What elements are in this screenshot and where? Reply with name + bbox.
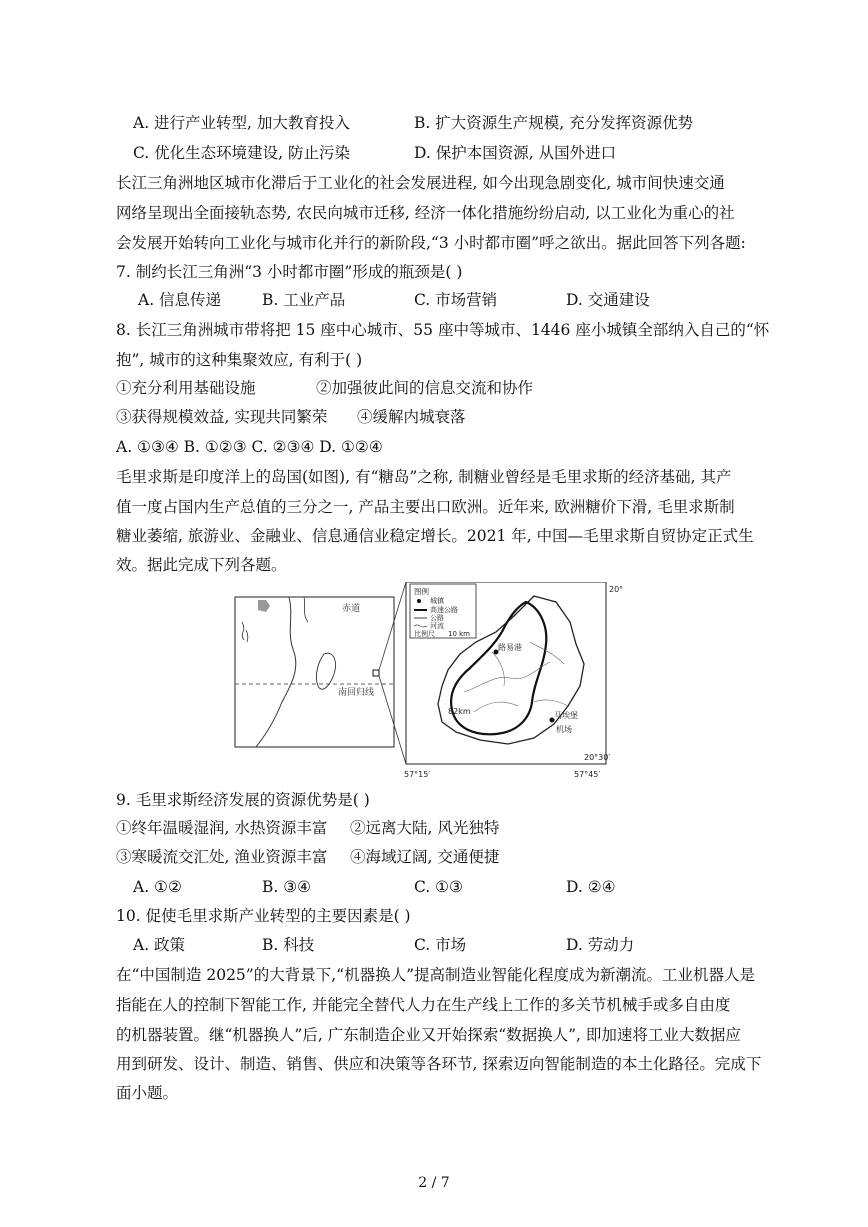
q6-option-b: B. 扩大资源生产规模, 充分发挥资源优势 bbox=[414, 114, 694, 132]
q7-stem: 7. 制约长江三角洲“3 小时都市圈”形成的瓶颈是( ) bbox=[116, 263, 463, 281]
passage1-line-3: 会发展开始转向工业化与城市化并行的新阶段,“3 小时都市圈”呼之欲出。据此回答下列各题: bbox=[116, 234, 746, 252]
passage2-line-1: 毛里求斯是印度洋上的岛国(如图), 有“糖岛”之称, 制糖业曾经是毛里求斯的经济基础, 其产 bbox=[116, 468, 732, 486]
q7-option-a: A. 信息传递 bbox=[138, 291, 222, 309]
q8-statement-2: ②加强彼此间的信息交流和协作 bbox=[316, 379, 534, 397]
lat-bottom-label: 20°30′ bbox=[584, 753, 611, 762]
q9-option-c: C. ①③ bbox=[414, 878, 463, 896]
q10-stem: 10. 促使毛里求斯产业转型的主要因素是( ) bbox=[116, 907, 411, 925]
mauritius-map bbox=[234, 582, 624, 787]
passage3-line-4: 用到研发、设计、制造、销售、供应和决策等各环节, 探索迈向智能制造的本土化路径。完成下 bbox=[116, 1055, 762, 1073]
town-label: 马埃堡 bbox=[554, 711, 578, 720]
q6-option-d: D. 保护本国资源, 从国外进口 bbox=[414, 144, 617, 162]
q9-stem: 9. 毛里求斯经济发展的资源优势是( ) bbox=[116, 791, 370, 809]
q9-option-d: D. ②④ bbox=[566, 878, 616, 896]
q9-option-b: B. ③④ bbox=[262, 878, 312, 896]
legend-item-river: 河流 bbox=[430, 622, 444, 630]
passage2-line-4: 效。据此完成下列各题。 bbox=[116, 556, 287, 574]
passage3-line-1: 在“中国制造 2025”的大背景下,“机器换人”提高制造业智能化程度成为新潮流。工业机器人是 bbox=[116, 966, 755, 984]
passage3-line-5: 面小题。 bbox=[116, 1084, 179, 1102]
q6-option-c: C. 优化生态环境建设, 防止污染 bbox=[133, 144, 351, 162]
q7-option-b: B. 工业产品 bbox=[262, 291, 346, 309]
q8-statement-3: ③获得规模效益, 实现共同繁荣 bbox=[116, 408, 328, 426]
q8-statement-1: ①充分利用基础设施 bbox=[116, 379, 256, 397]
q9-option-a: A. ①② bbox=[133, 878, 182, 896]
passage2-line-2: 值一度占国内生产总值的三分之一, 产品主要出口欧洲。近年来, 欧洲糖价下滑, 毛里求斯制 bbox=[116, 498, 735, 516]
regional-map-frame bbox=[235, 597, 394, 747]
q9-statement-2: ②远离大陆, 风光独特 bbox=[350, 819, 500, 837]
legend-item-road: 公路 bbox=[430, 614, 444, 622]
q9-statement-3: ③寒暖流交汇处, 渔业资源丰富 bbox=[116, 848, 328, 866]
q7-option-c: C. 市场营销 bbox=[414, 291, 498, 309]
q10-option-c: C. 市场 bbox=[414, 936, 467, 954]
airport-label: 机场 bbox=[556, 725, 572, 734]
mauritius-locator bbox=[373, 670, 379, 676]
lat-top-label: 20° bbox=[609, 585, 624, 594]
q9-statement-4: ④海域辽阔, 交通便捷 bbox=[350, 848, 500, 866]
q8-stem-2: 抱”, 城市的这种集聚效应, 有利于( ) bbox=[116, 351, 363, 369]
passage3-line-2: 指能在人的控制下智能工作, 并能完全替代人力在生产线上工作的多关节机械手或多自由度 bbox=[116, 996, 731, 1014]
tropic-label: 南回归线 bbox=[338, 688, 375, 698]
legend-title: 图例 bbox=[414, 587, 429, 596]
passage2-line-3: 糖业萎缩, 旅游业、金融业、信息通信业稳定增长。2021 年, 中国—毛里求斯自贸协定正式生 bbox=[116, 527, 754, 545]
lon-right-label: 57°45′ bbox=[574, 770, 601, 779]
lon-left-label: 57°15′ bbox=[404, 770, 431, 779]
legend-item-town: 城镇 bbox=[430, 597, 444, 605]
q10-option-a: A. 政策 bbox=[133, 936, 186, 954]
equator-label: 赤道 bbox=[342, 604, 361, 614]
page-number: 2 / 7 bbox=[418, 1175, 450, 1191]
q6-option-a: A. 进行产业转型, 加大教育投入 bbox=[133, 114, 350, 132]
q10-option-d: D. 劳动力 bbox=[566, 936, 635, 954]
q9-statement-1: ①终年温暖湿润, 水热资源丰富 bbox=[116, 819, 328, 837]
passage1-line-2: 网络呈现出全面接轨态势, 农民向城市迁移, 经济一体化措施纷纷启动, 以工业化为重心的社 bbox=[116, 204, 735, 222]
q8-choices: A. ①③④ B. ①②③ C. ②③④ D. ①②④ bbox=[116, 438, 383, 456]
q7-option-d: D. 交通建设 bbox=[566, 291, 650, 309]
scale-value: 10 km bbox=[448, 630, 471, 638]
passage1-line-1: 长江三角洲地区城市化滞后于工业化的社会发展进程, 如今出现急剧变化, 城市间快速交通 bbox=[116, 174, 725, 192]
q8-stem-1: 8. 长江三角洲城市带将把 15 座中心城市、55 座中等城市、1446 座小城镇全部纳入自己的“怀 bbox=[116, 321, 770, 339]
legend-item-expressway: 高速公路 bbox=[430, 606, 458, 614]
q10-option-b: B. 科技 bbox=[262, 936, 315, 954]
port-label: 路易港 bbox=[498, 643, 522, 652]
scale-label: 比例尺 bbox=[414, 630, 435, 638]
distance-label: 82km bbox=[448, 707, 471, 716]
q8-statement-4: ④缓解内城衰落 bbox=[357, 408, 466, 426]
passage3-line-3: 的机器装置。继“机器换人”后, 广东制造企业又开始探索“数据换人”, 即加速将工业大数据应 bbox=[116, 1026, 741, 1044]
